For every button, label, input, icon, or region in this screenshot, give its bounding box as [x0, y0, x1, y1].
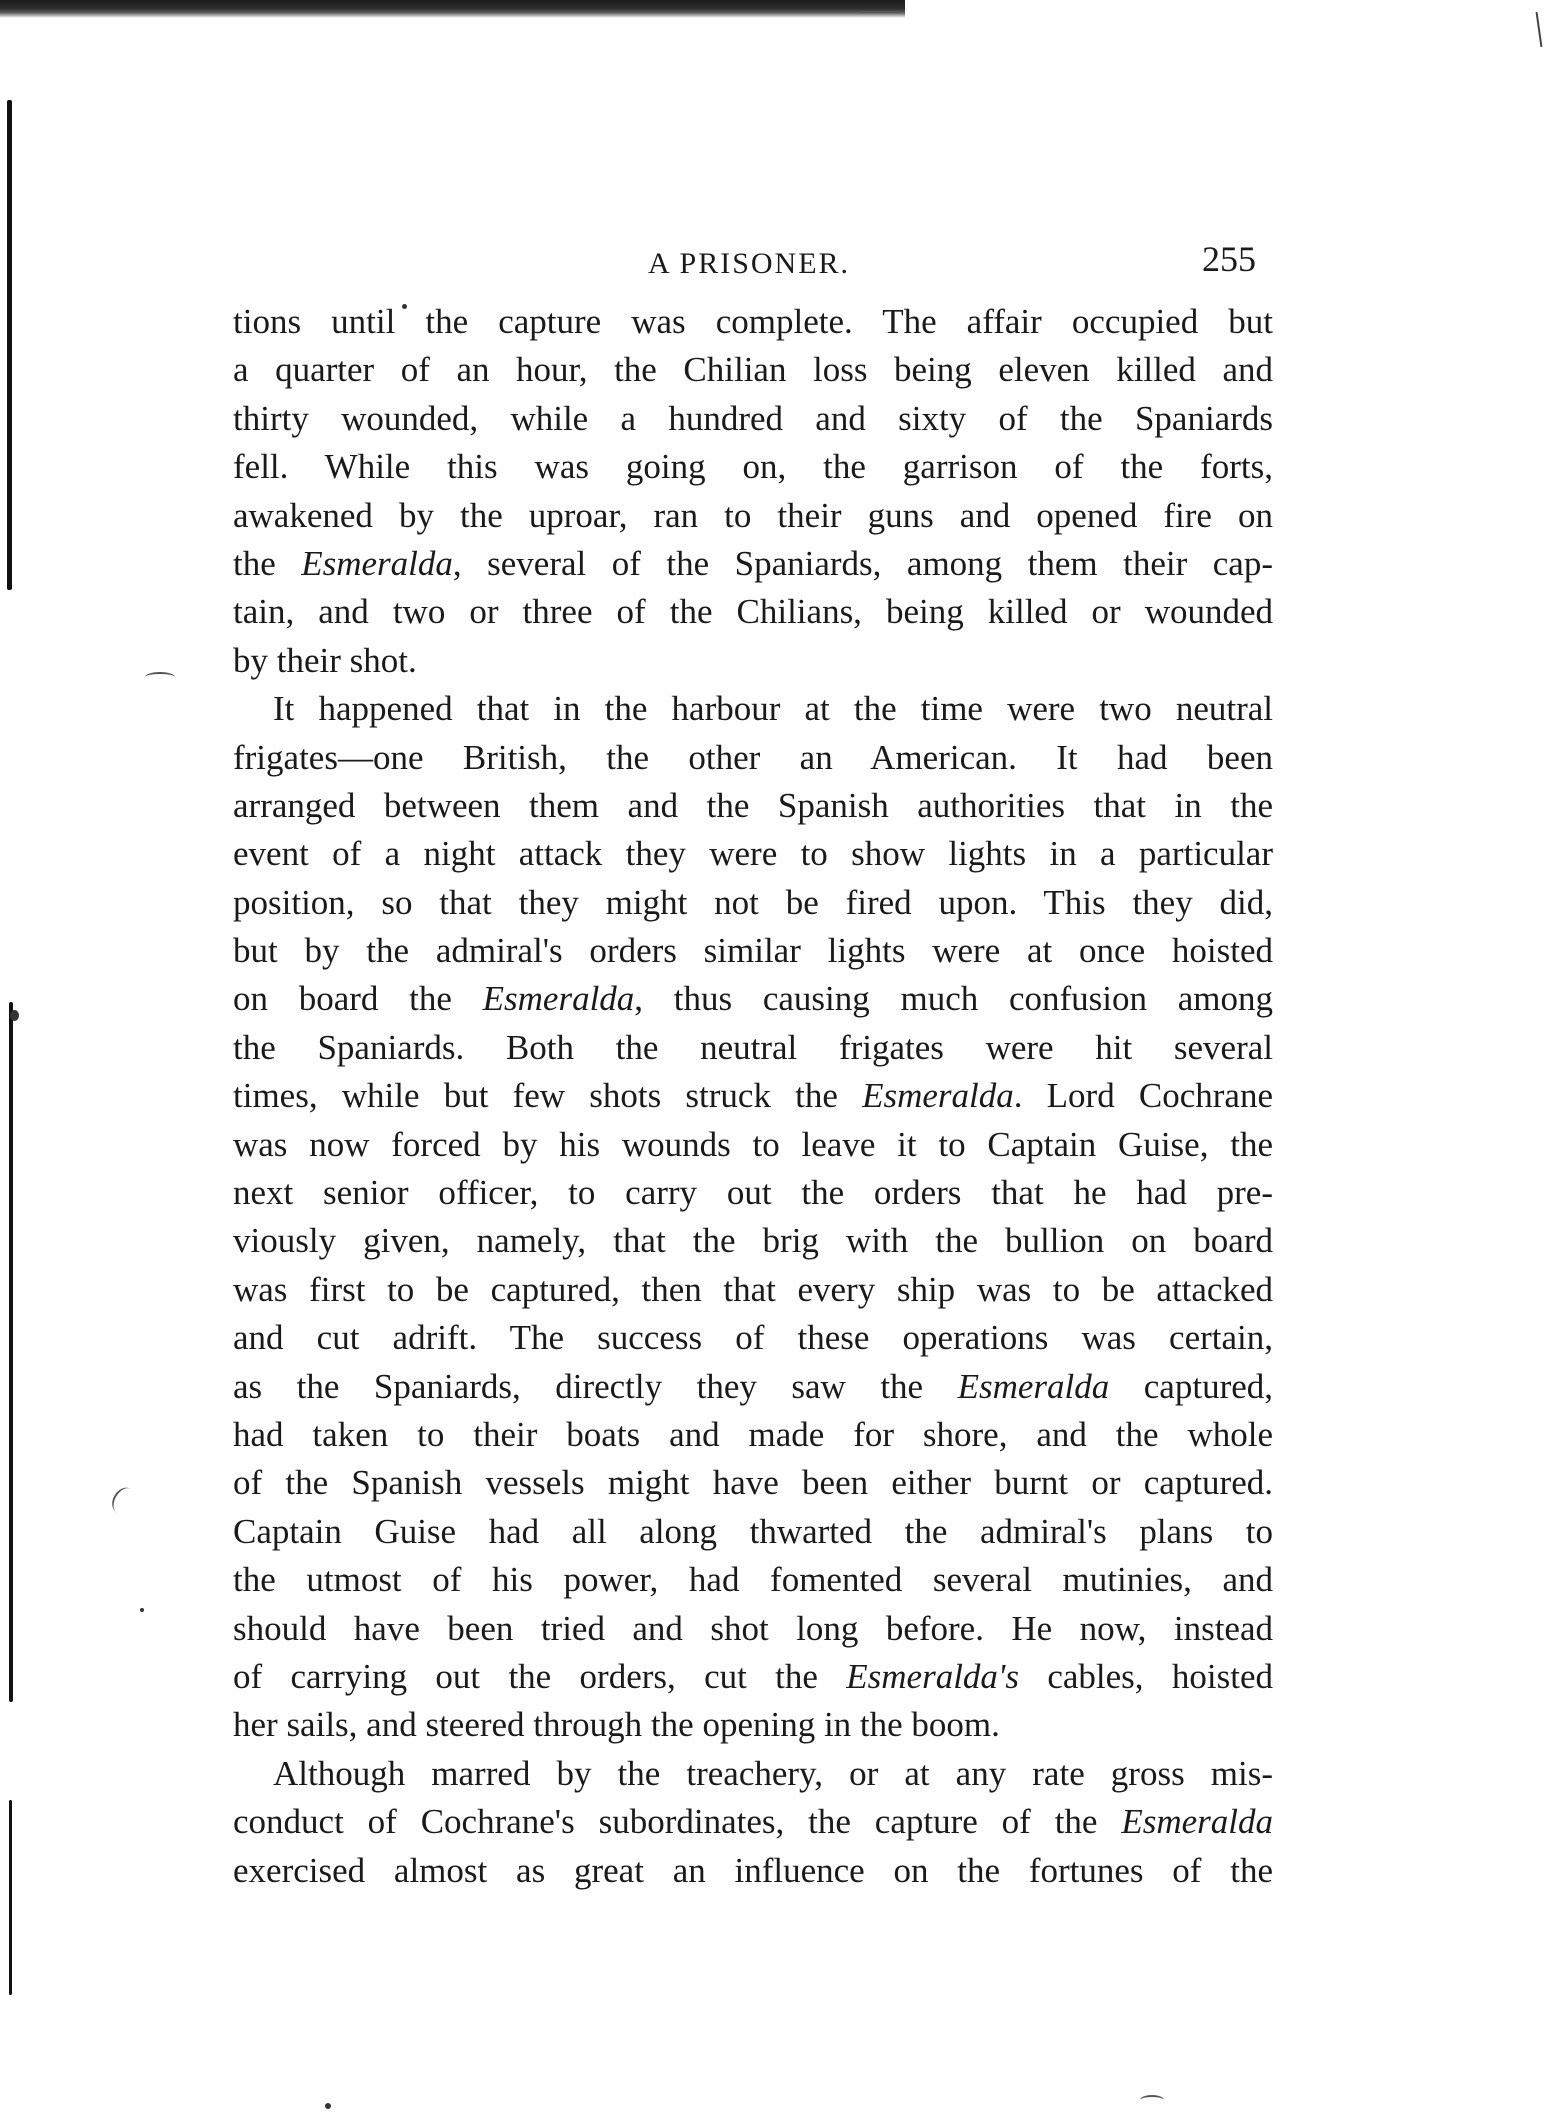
text-line: of carrying out the orders, cut the Esmeralda's cables, hoisted [233, 1656, 1273, 1696]
text-line: tain, and two or three of the Chilians, being killed or wounded [233, 592, 1273, 632]
text-line: Captain Guise had all along thwarted the admiral's plans to [233, 1511, 1273, 1551]
text-line: next senior officer, to carry out the orders that he had pre- [233, 1173, 1273, 1213]
text-line: her sails, and steered through the opening in the boom. [233, 1705, 1000, 1745]
running-head: A PRISONER. [648, 247, 851, 280]
text-line: frigates—one British, the other an American. It had been [233, 737, 1273, 777]
text-line: had taken to their boats and made for shore, and the whole [233, 1414, 1273, 1454]
text-line: conduct of Cochrane's subordinates, the capture of the Esmeralda [233, 1802, 1273, 1842]
text-line: viously given, namely, that the brig with the bullion on board [233, 1221, 1273, 1261]
text-line: thirty wounded, while a hundred and sixty of the Spaniards [233, 398, 1273, 438]
text-line: was first to be captured, then that every ship was to be attacked [233, 1269, 1273, 1309]
text-line: exercised almost as great an influence on the fortunes of the [233, 1850, 1273, 1890]
text-line: by their shot. [233, 640, 417, 680]
text-line: of the Spanish vessels might have been either burnt or captured. [233, 1463, 1273, 1503]
text-line: was now forced by his wounds to leave it to Captain Guise, the [233, 1124, 1273, 1164]
binding-shadow-upper [7, 100, 12, 590]
scan-top-edge [0, 0, 905, 18]
scan-speck [140, 1608, 144, 1612]
text-line: fell. While this was going on, the garrison of the forts, [233, 447, 1273, 487]
text-line: awakened by the uproar, ran to their guns and opened fire on [233, 495, 1273, 535]
text-line: the Spaniards. Both the neutral frigates were hit several [233, 1027, 1273, 1067]
text-line: should have been tried and shot long before. He now, instead [233, 1608, 1273, 1648]
text-line: event of a night attack they were to show lights in a particular [233, 834, 1273, 874]
scan-stroke [107, 1483, 140, 1518]
text-line: It happened that in the harbour at the time were two neutral [273, 689, 1273, 729]
binding-shadow-middle [9, 1002, 13, 1702]
text-line: as the Spaniards, directly they saw the Esmeralda captured, [233, 1366, 1274, 1406]
scan-edge-mark [1536, 12, 1543, 47]
text-line: tions until the capture was complete. The affair occupied but [233, 302, 1273, 341]
text-line: and cut adrift. The success of these operations was certain, [233, 1318, 1273, 1358]
text-line: a quarter of an hour, the Chilian loss being eleven killed and [233, 350, 1273, 390]
text-line: Although marred by the treachery, or at any rate gross mis- [273, 1753, 1273, 1793]
text-line: but by the admiral's orders similar lights were at once hoisted [233, 931, 1273, 971]
text-line: on board the Esmeralda, thus causing much confusion among [233, 979, 1274, 1019]
scan-speck [10, 1010, 19, 1021]
scan-speck [325, 2103, 331, 2109]
text-line: position, so that they might not be fired upon. This they did, [233, 882, 1273, 922]
text-line: the Esmeralda, several of the Spaniards, among them their cap- [233, 543, 1273, 583]
text-line: the utmost of his power, had fomented several mutinies, and [233, 1560, 1273, 1600]
scan-top-hairline [860, 11, 900, 13]
text-line: arranged between them and the Spanish authorities that in the [233, 785, 1273, 825]
page-number: 255 [1202, 239, 1256, 279]
body-text [233, 298, 1273, 1895]
binding-shadow-lower [9, 1800, 12, 1995]
scan-stroke [145, 672, 175, 682]
text-line: times, while but few shots struck the Esmeralda. Lord Cochrane [233, 1076, 1273, 1116]
scan-stroke [1140, 2095, 1164, 2105]
